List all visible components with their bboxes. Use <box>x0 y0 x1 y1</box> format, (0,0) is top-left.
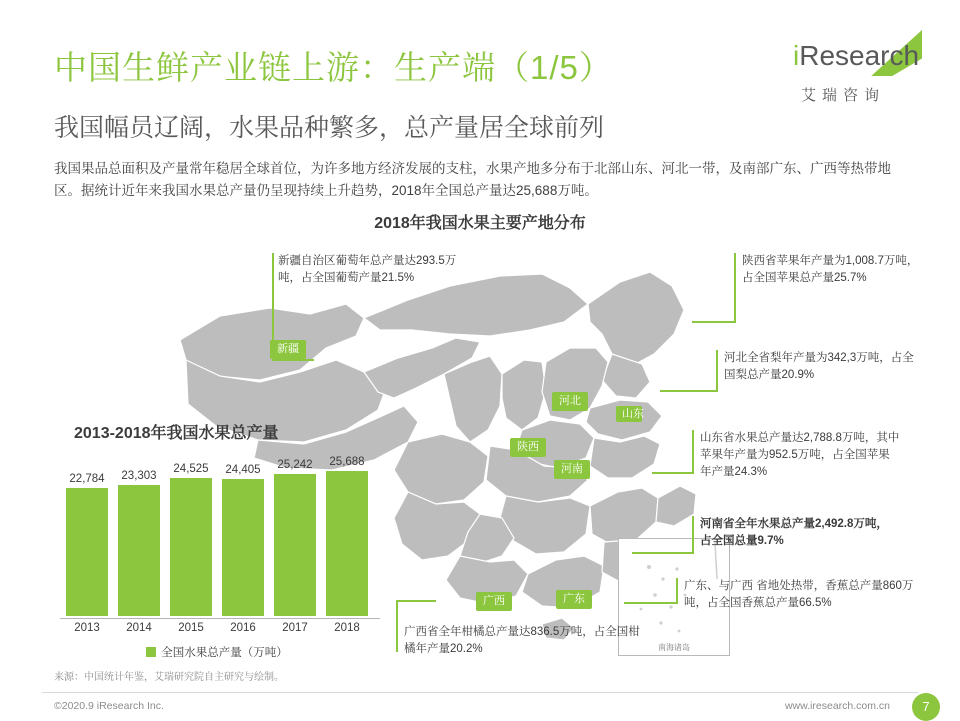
note-shaanxi: 陕西省苹果年产量为1,008.7万吨，占全国苹果总产量25.7% <box>742 255 919 284</box>
leader-henan-vertical <box>692 516 694 554</box>
page-subtitle: 我国幅员辽阔，水果品种繁多，总产量居全球前列 <box>54 114 605 142</box>
logo-wordmark <box>793 40 919 72</box>
note-guangdong-guangxi: 广东、与广西 省地处热带，香蕉总产量860万吨，占全国香蕉总产量66.5% <box>684 580 914 609</box>
bar-value-label: 25,688 <box>329 456 365 468</box>
chip-henan: 河南 <box>554 460 590 479</box>
leader-shaanxi-vertical <box>734 253 736 323</box>
bar-value-label: 24,525 <box>173 463 209 475</box>
note-henan: 河南省全年水果总产量2,492.8万吨，占全国总量9.7% <box>700 518 888 547</box>
bar-group <box>274 459 316 616</box>
leader-guangxi-vertical <box>396 600 398 652</box>
note-hebei: 河北全省梨年产量为342,3万吨，占全国梨总产量20.9% <box>724 352 914 381</box>
leader-hebei-vertical <box>716 350 718 392</box>
leader-henan-horizontal <box>632 552 694 554</box>
fruit-output-chart <box>52 420 382 660</box>
bar <box>118 485 160 616</box>
leader-hebei-horizontal <box>660 390 718 392</box>
chip-shandong: 山东 <box>616 406 642 422</box>
note-guangxi: 广西省全年柑橘总产量达836.5万吨，占全国柑橘年产量20.2% <box>404 626 640 655</box>
note-shandong: 山东省水果总产量达2,788.8万吨，其中苹果年产量为952.5万吨，占全国苹果年产量24.3% <box>700 432 900 478</box>
website-url: www.iresearch.com.cn <box>784 700 890 712</box>
bar <box>326 471 368 616</box>
x-tick-label: 2013 <box>74 622 100 634</box>
logo-mark <box>783 36 918 82</box>
bar <box>170 478 212 616</box>
bar-group <box>326 456 368 616</box>
chart-title: 2013-2018年我国水果总产量 <box>74 425 279 442</box>
x-tick-label: 2015 <box>178 622 204 634</box>
inset-label: 南海诸岛 <box>658 643 690 652</box>
x-tick-label: 2017 <box>282 622 308 634</box>
map-title: 2018年我国水果主要产地分布 <box>374 215 586 232</box>
lead-paragraph: 我国果品总面积及产量常年稳居全球首位，为许多地方经济发展的支柱，水果产地多分布于北部山东、河北一带，及南部广东、广西等热带地区。据统计近年来我国水果总产量仍呈现持续上升趋势，2018年全国总产量达25,688万吨。 <box>54 161 891 198</box>
legend-label: 全国水果总产量（万吨） <box>161 647 288 659</box>
leader-guangdong-vertical <box>676 578 678 604</box>
iresearch-logo <box>783 36 918 106</box>
x-tick-label: 2016 <box>230 622 256 634</box>
logo-wordmark-rest: Research <box>799 40 920 71</box>
logo-wordmark-i: i <box>793 40 800 71</box>
bar-group <box>170 463 212 616</box>
leader-guangxi-horizontal <box>396 600 436 602</box>
legend-swatch <box>146 647 156 657</box>
x-tick-label: 2014 <box>126 622 152 634</box>
bar <box>66 488 108 616</box>
bar-value-label: 25,242 <box>277 459 313 471</box>
page-number: 7 <box>912 693 940 721</box>
chip-shaanxi: 陕西 <box>510 438 546 457</box>
leader-xinjiang-vertical <box>272 253 274 361</box>
chart-legend <box>52 644 382 660</box>
leader-guangdong-horizontal <box>624 602 678 604</box>
leader-shaanxi-horizontal <box>692 321 736 323</box>
chip-xinjiang: 新疆 <box>270 340 306 359</box>
chart-x-ticks <box>66 622 378 640</box>
leader-shandong-vertical <box>692 430 694 474</box>
footer-divider <box>42 692 918 693</box>
chip-hebei: 河北 <box>552 392 588 411</box>
bar-value-label: 22,784 <box>69 473 105 485</box>
bar-group <box>222 464 264 616</box>
bar <box>274 474 316 616</box>
copyright-text: ©2020.9 iResearch Inc. <box>54 700 164 712</box>
page-title: 中国生鲜产业链上游：生产端（1/5） <box>54 49 613 86</box>
bar-value-label: 24,405 <box>225 464 261 476</box>
bar-group <box>118 470 160 616</box>
chart-x-axis <box>60 618 380 619</box>
logo-subtitle: 艾瑞咨询 <box>801 87 886 104</box>
leader-shandong-horizontal <box>652 472 694 474</box>
chip-guangdong: 广东 <box>556 590 592 609</box>
bar-group <box>66 473 108 616</box>
bar <box>222 479 264 616</box>
x-tick-label: 2018 <box>334 622 360 634</box>
note-xinjiang: 新疆自治区葡萄年总产量达293.5万吨，占全国葡萄产量21.5% <box>278 255 457 284</box>
chart-bars <box>66 456 378 616</box>
leader-xinjiang-horizontal <box>272 359 314 361</box>
chip-guangxi: 广西 <box>476 592 512 611</box>
bar-value-label: 23,303 <box>121 470 157 482</box>
source-note: 来源：中国统计年鉴，艾瑞研究院自主研究与绘制。 <box>54 672 284 683</box>
